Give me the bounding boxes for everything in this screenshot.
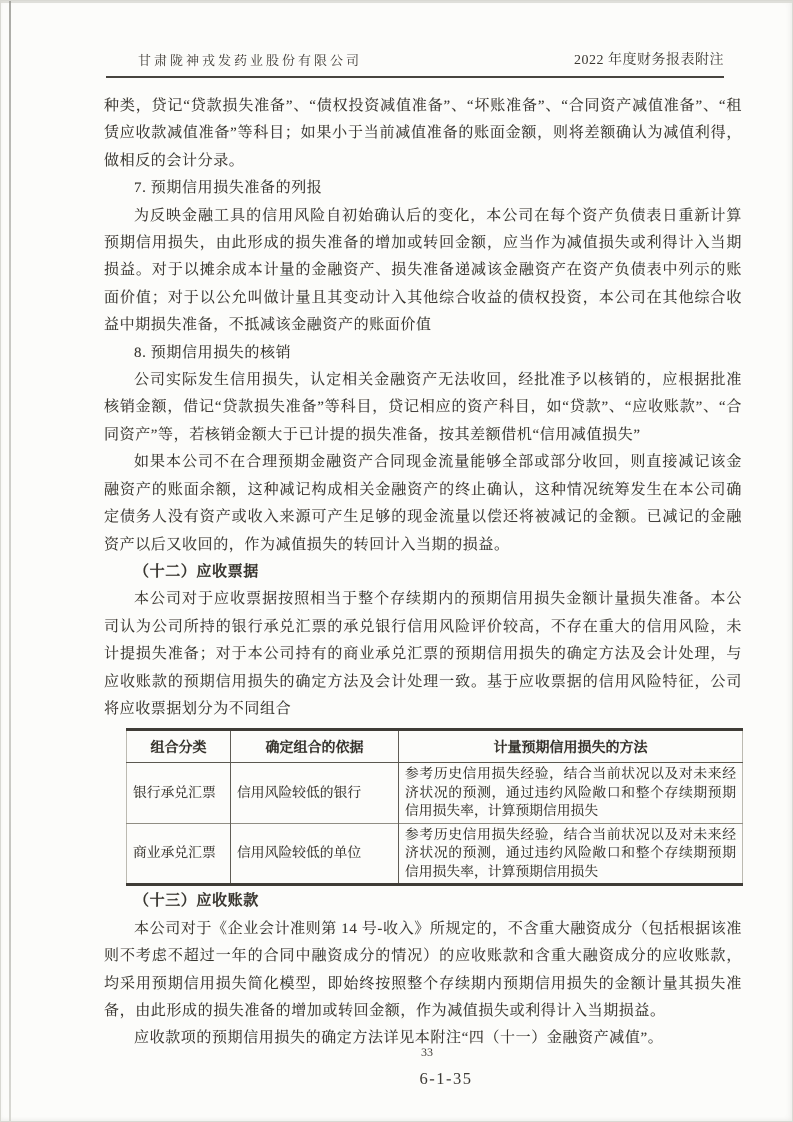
heading-notes-receivable: （十二）应收票据: [134, 563, 259, 580]
report-title: 2022 年度财务报表附注: [574, 53, 724, 68]
paragraph-ecl-presentation: 为反映金融工具的信用风险自初始确认后的变化，本公司在每个资产负债表日重新计算预期信用损失，由此形成的损失准备的增加或转回金额，应当作为减值损失或利得计入当期损益。对于以摊余成本计量的金融资产、损失准备递减该金融资产在资产负债表中列示的账面价值；对于以公允叫做计量且其变动计入其他综合收益的债权投资，本公司在其他综合收益中期损失准备，不抵减该金融资产的账面价值: [104, 207, 742, 334]
cell-portfolio-basis: 信用风险较低的单位: [231, 823, 399, 885]
document-page-number: 6-1-35: [419, 1069, 473, 1088]
document-body: [104, 93, 742, 1053]
cell-ecl-method: 参考历史信用损失经验，结合当前状况以及对未来经济状况的预测，通过违约风险敞口和整个存续期预期信用损失率，计算预期信用损失: [399, 823, 743, 885]
cell-ecl-method: 参考历史信用损失经验，结合当前状况以及对未来经济状况的预测，通过违约风险敞口和整个存续期预期信用损失率，计算预期信用损失: [399, 763, 743, 824]
company-name: 甘肃陇神戎发药业股份有限公司: [138, 53, 363, 68]
ecl-portfolio-table: [126, 728, 743, 886]
paragraph-ecl-writeoff: 公司实际发生信用损失，认定相关金融资产无法收回，经批准予以核销的，应根据批准核销金额，借记“贷款损失准备”等科目，贷记相应的资产科目，如“贷款”、“应收账款”、“合同资产”等，若核销金额大于已计提的损失准备，按其差额借机“信用减值损失”: [104, 372, 742, 443]
table-row-commercial-acceptance: [127, 823, 743, 885]
paragraph-notes-receivable: 本公司对于应收票据按照相当于整个存续期内的预期信用损失金额计量损失准备。本公司认为公司所持的银行承兑汇票的承兑银行信用风险评价较高，不存在重大的信用风险，未计提损失准备；对于本公司持有的商业承兑汇票的预期信用损失的确定方法及会计处理，与应收账款的预期信用损失的确定方法及会计处理一致。基于应收票据的信用风险特征，公司将应收票据划分为不同组合: [104, 591, 742, 717]
paragraph-accounts-receivable: 本公司对于《企业会计准则第 14 号-收入》所规定的，不含重大融资成分（包括根据该准则不考虑不超过一年的合同中融资成分的情况）的应收账款和含重大融资成分的应收账款，均采用预期信用损失简化模型，即始终按照整个存续期内预期信用损失的金额计量其损失准备，由此形成的损失准备的增加或转回金额，作为减值损失或利得计入当期损益。: [104, 920, 742, 1019]
col-header-ecl-method: 计量预期信用损失的方法: [399, 730, 743, 763]
page-header: [106, 49, 724, 78]
col-header-portfolio-basis: 确定组合的依据: [231, 730, 399, 763]
paragraph-ecl-reference: 应收款项的预期信用损失的确定方法详见本附注“四（十一）金融资产减值”。: [134, 1030, 664, 1047]
table-row-bank-acceptance: [127, 763, 743, 824]
heading-ecl-writeoff: 8. 预期信用损失的核销: [134, 344, 292, 361]
heading-accounts-receivable: （十三）应收账款: [134, 893, 259, 910]
paragraph-direct-writedown: 如果本公司不在合理预期金融资产合同现金流量能够全部或部分收回，则直接减记该金融资产的账面余额，这种减记构成相关金融资产的终止确认，这种情况统筹发生在本公司确定债务人没有资产或收入来源可产生足够的现金流量以偿还将被减记的金额。已减记的金融资产以后又收回的，作为减值损失的转回计入当期的损益。: [104, 454, 742, 553]
cell-portfolio-class: 银行承兑汇票: [133, 784, 216, 800]
paragraph-impairment-entries: 种类，贷记“贷款损失准备”、“债权投资减值准备”、“坏账准备”、“合同资产减值准备”、“租赁应收款减值准备”等科目；如果小于当前减值准备的账面金额，则将差额确认为减值利得，做相反的会计分录。: [104, 98, 742, 169]
page-number: 33: [421, 1045, 433, 1059]
scan-line-artifact: [9, 1, 11, 1121]
cell-portfolio-basis: 信用风险较低的银行: [231, 763, 399, 824]
heading-ecl-presentation: 7. 预期信用损失准备的列报: [134, 180, 323, 197]
scan-edge-artifact: [1, 1, 792, 3]
table-header-row: [127, 730, 743, 763]
cell-portfolio-class: 商业承兑汇票: [127, 823, 231, 885]
col-header-portfolio-class: 组合分类: [127, 730, 231, 763]
